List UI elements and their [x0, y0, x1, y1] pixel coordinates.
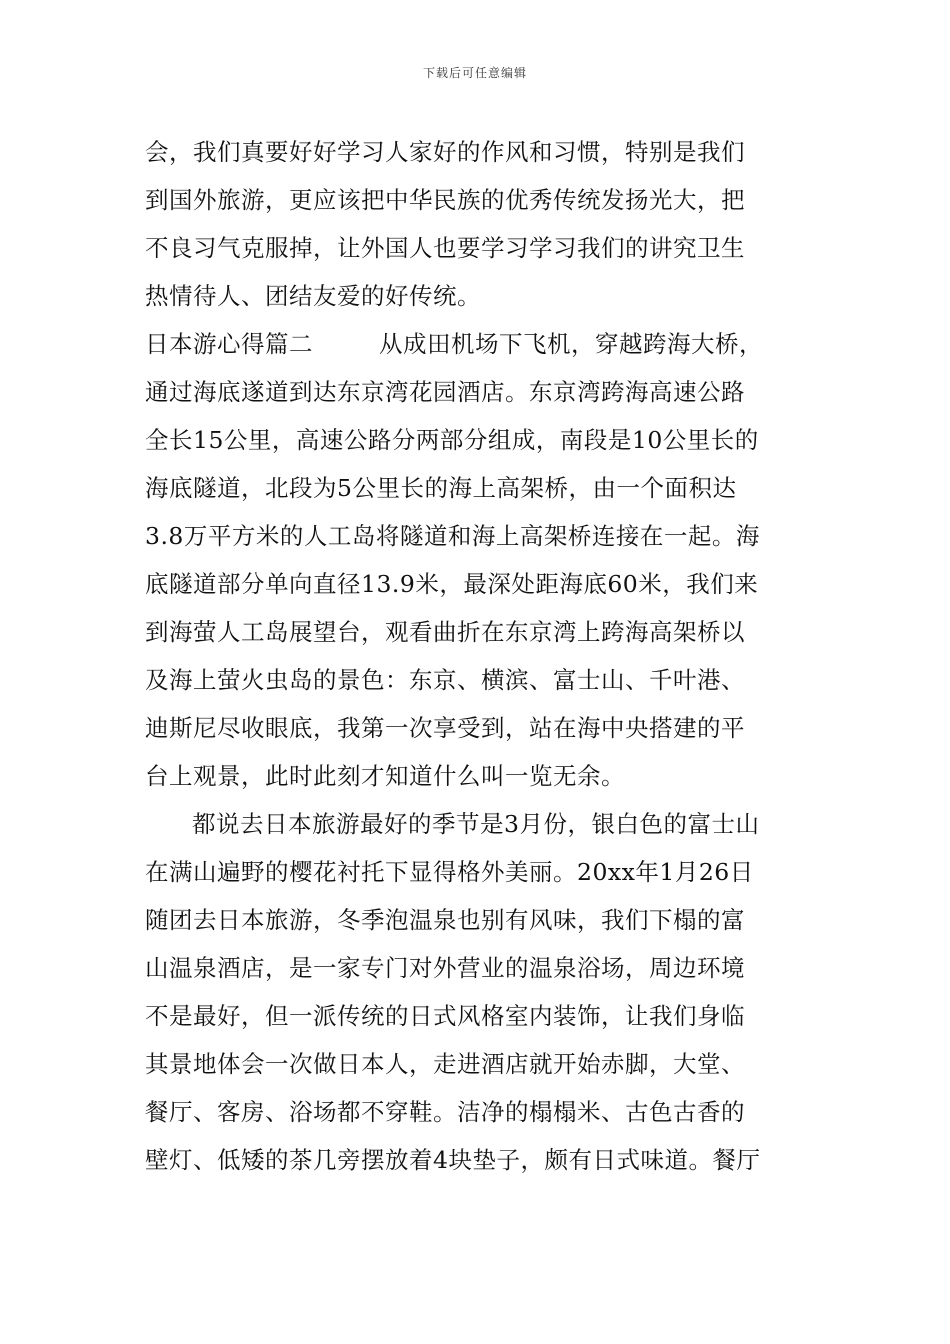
text-line: 底隧道部分单向直径13.9米，最深处距海底60米，我们来 [145, 570, 759, 598]
text-line: 会，我们真要好好学习人家好的作风和习惯，特别是我们 [145, 138, 745, 166]
document-body [145, 128, 810, 1184]
text-line: 海底隧道，北段为5公里长的海上高架桥，由一个面积达 [145, 474, 737, 502]
text-line: 山温泉酒店，是一家专门对外营业的温泉浴场，周边环境 [145, 954, 745, 982]
text-line: 其景地体会一次做日本人，走进酒店就开始赤脚，大堂、 [145, 1050, 745, 1078]
text-line: 全长15公里，高速公路分两部分组成，南段是10公里长的 [145, 426, 759, 454]
text-line: 及海上萤火虫岛的景色：东京、横滨、富士山、千叶港、 [145, 666, 745, 694]
text-line: 迪斯尼尽收眼底，我第一次享受到，站在海中央搭建的平 [145, 714, 745, 742]
text-line: 壁灯、低矮的茶几旁摆放着4块垫子，颇有日式味道。餐厅 [145, 1146, 761, 1174]
text-line: 在满山遍野的樱花衬托下显得格外美丽。20xx年1月26日 [145, 858, 754, 886]
text-line: 餐厅、客房、浴场都不穿鞋。洁净的榻榻米、古色古香的 [145, 1098, 745, 1126]
text-line: 台上观景，此时此刻才知道什么叫一览无余。 [145, 762, 625, 790]
section-heading-line [145, 320, 810, 368]
section-title: 日本游心得篇二 [145, 330, 313, 358]
text-line: 到海萤人工岛展望台，观看曲折在东京湾上跨海高架桥以 [145, 618, 745, 646]
text-line: 不良习气克服掉，让外国人也要学习学习我们的讲究卫生 [145, 234, 745, 262]
text-line: 热情待人、团结友爱的好传统。 [145, 282, 481, 310]
section-lead-text: 从成田机场下飞机，穿越跨海大桥， [379, 330, 763, 358]
text-line: 随团去日本旅游，冬季泡温泉也别有风味，我们下榻的富 [145, 906, 745, 934]
text-line: 不是最好，但一派传统的日式风格室内装饰，让我们身临 [145, 1002, 745, 1030]
page-header-note: 下载后可任意编辑 [422, 66, 527, 80]
text-line: 到国外旅游，更应该把中华民族的优秀传统发扬光大，把 [145, 186, 745, 214]
text-line: 3.8万平方米的人工岛将隧道和海上高架桥连接在一起。海 [145, 522, 760, 550]
paragraph-first-line: 都说去日本旅游最好的季节是3月份，银白色的富士山 [192, 810, 760, 838]
text-line: 通过海底遂道到达东京湾花园酒店。东京湾跨海高速公路 [145, 378, 745, 406]
